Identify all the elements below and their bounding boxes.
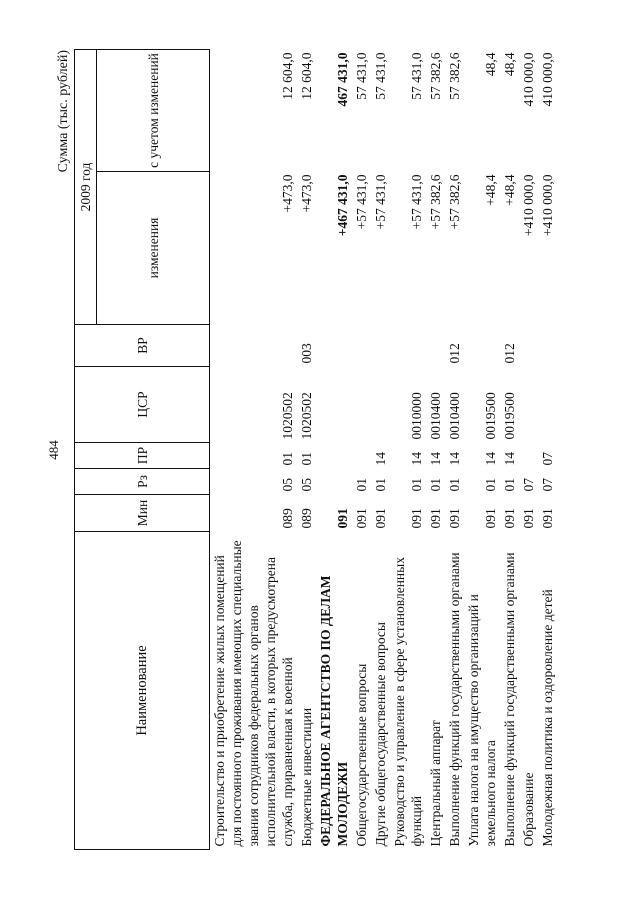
row-min: 091 bbox=[502, 508, 517, 529]
table-row bbox=[538, 50, 557, 850]
table-row bbox=[426, 50, 445, 850]
row-change: +48,4 bbox=[483, 174, 498, 206]
row-pr: 14 bbox=[428, 452, 443, 466]
row-csr: 0019500 bbox=[502, 392, 517, 440]
row-name: Бюджетные инвестиции bbox=[299, 707, 314, 847]
row-change: +473,0 bbox=[299, 174, 314, 213]
row-vr: 012 bbox=[502, 343, 517, 364]
row-total: 410 000,0 bbox=[540, 52, 555, 107]
row-total: 57 431,0 bbox=[373, 52, 388, 100]
row-vr bbox=[519, 325, 538, 367]
row-name: Молодежная политика и оздоровление детей bbox=[540, 589, 555, 847]
row-change: +48,4 bbox=[502, 174, 517, 206]
row-pr: 14 bbox=[502, 452, 517, 466]
row-pr: 14 bbox=[373, 452, 388, 466]
header-csr: ЦСР bbox=[75, 367, 210, 443]
row-name: Другие общегосударственные вопросы bbox=[373, 622, 388, 847]
row-total: 57 382,6 bbox=[428, 52, 443, 100]
row-name: Общегосударственные вопросы bbox=[354, 663, 369, 847]
row-pr bbox=[352, 443, 371, 469]
row-min: 089 bbox=[299, 508, 314, 529]
row-change: +410 000,0 bbox=[521, 174, 536, 237]
header-changes: изменения bbox=[97, 172, 210, 325]
row-pr bbox=[316, 443, 352, 469]
table-row bbox=[316, 50, 352, 850]
row-pr bbox=[519, 443, 538, 469]
table-header-row bbox=[75, 50, 97, 850]
row-vr bbox=[316, 325, 352, 367]
header-year: 2009 год bbox=[75, 50, 97, 325]
table-row bbox=[445, 50, 464, 850]
row-total: 57 431,0 bbox=[354, 52, 369, 100]
row-min: 091 bbox=[447, 508, 462, 529]
unit-caption: Сумма (тыс. рублей) bbox=[56, 50, 71, 173]
row-csr: 0010400 bbox=[428, 392, 443, 440]
row-vr bbox=[538, 325, 557, 367]
row-vr bbox=[390, 325, 426, 367]
row-csr: 0019500 bbox=[483, 392, 498, 440]
row-rz bbox=[316, 469, 352, 495]
row-change: +467 431,0 bbox=[335, 174, 350, 237]
row-csr: 1020502 bbox=[299, 392, 314, 440]
row-change: +473,0 bbox=[280, 174, 295, 213]
row-change: +57 431,0 bbox=[354, 174, 369, 230]
row-total: 48,4 bbox=[502, 52, 517, 77]
row-rz: 01 bbox=[447, 478, 462, 492]
header-pr: ПР bbox=[75, 443, 210, 469]
row-vr bbox=[371, 325, 390, 367]
row-rz: 01 bbox=[483, 478, 498, 492]
row-total: 410 000,0 bbox=[521, 52, 536, 107]
row-rz: 07 bbox=[521, 478, 536, 492]
row-name: Руководство и управление в сфере установленных функций bbox=[392, 557, 424, 847]
row-name: Центральный аппарат bbox=[428, 720, 443, 847]
row-name: Уплата налога на имущество организаций и земельного налога bbox=[466, 594, 498, 847]
row-rz: 05 bbox=[280, 478, 295, 492]
row-pr: 01 bbox=[280, 452, 295, 466]
row-vr: 012 bbox=[447, 343, 462, 364]
row-vr bbox=[352, 325, 371, 367]
row-name: Выполнение функций государственными органами bbox=[447, 552, 462, 847]
row-min: 091 bbox=[483, 508, 498, 529]
row-pr: 14 bbox=[483, 452, 498, 466]
row-rz: 01 bbox=[354, 478, 369, 492]
table-row bbox=[210, 50, 298, 850]
row-total: 12 604,0 bbox=[280, 52, 295, 100]
row-rz: 07 bbox=[540, 478, 555, 492]
row-vr bbox=[464, 325, 500, 367]
row-change: +57 382,6 bbox=[447, 174, 462, 230]
table-row bbox=[352, 50, 371, 850]
row-csr: 0010400 bbox=[447, 392, 462, 440]
row-name: Строительство и приобретение жилых помещений для постоянного проживания имеющих специальные звания сотрудников федеральных органов исполнительной власти, в которых предусмотрена служба, приравненная к военной bbox=[212, 540, 295, 847]
row-vr: 003 bbox=[299, 343, 314, 364]
row-csr bbox=[352, 367, 371, 443]
row-rz: 01 bbox=[373, 478, 388, 492]
row-min: 091 bbox=[335, 508, 350, 529]
table-row bbox=[519, 50, 538, 850]
row-min: 091 bbox=[540, 508, 555, 529]
header-name: Наименование bbox=[75, 532, 210, 850]
header-with-changes: с учетом изменений bbox=[97, 50, 210, 172]
row-name: Выполнение функций государственными органами bbox=[502, 552, 517, 847]
row-pr: 14 bbox=[447, 452, 462, 466]
row-rz: 01 bbox=[502, 478, 517, 492]
table-row bbox=[371, 50, 390, 850]
header-vr: ВР bbox=[75, 325, 210, 367]
page-number: 484 bbox=[46, 440, 61, 460]
table-row bbox=[500, 50, 519, 850]
row-min: 089 bbox=[280, 508, 295, 529]
row-change: +57 431,0 bbox=[373, 174, 388, 230]
row-total: 12 604,0 bbox=[299, 52, 314, 100]
row-rz: 01 bbox=[428, 478, 443, 492]
row-change: +57 431,0 bbox=[409, 174, 424, 230]
row-min: 091 bbox=[428, 508, 443, 529]
row-pr: 14 bbox=[409, 452, 424, 466]
row-csr bbox=[519, 367, 538, 443]
row-name: ФЕДЕРАЛЬНОЕ АГЕНТСТВО ПО ДЕЛАМ МОЛОДЕЖИ bbox=[318, 575, 350, 847]
row-csr bbox=[371, 367, 390, 443]
row-total: 48,4 bbox=[483, 52, 498, 77]
row-min: 091 bbox=[354, 508, 369, 529]
row-change: +410 000,0 bbox=[540, 174, 555, 237]
row-csr: 1020502 bbox=[280, 392, 295, 440]
header-min: Мин bbox=[75, 495, 210, 532]
table-row bbox=[297, 50, 316, 850]
row-pr: 07 bbox=[540, 452, 555, 466]
table-row bbox=[390, 50, 426, 850]
row-total: 57 382,6 bbox=[447, 52, 462, 100]
row-change: +57 382,6 bbox=[428, 174, 443, 230]
row-rz: 05 bbox=[299, 478, 314, 492]
budget-table bbox=[74, 49, 557, 850]
row-total: 467 431,0 bbox=[335, 52, 350, 107]
row-min: 091 bbox=[521, 508, 536, 529]
row-pr: 01 bbox=[299, 452, 314, 466]
row-total: 57 431,0 bbox=[409, 52, 424, 100]
row-csr bbox=[316, 367, 352, 443]
rotated-page-content bbox=[56, 50, 584, 850]
row-csr bbox=[538, 367, 557, 443]
row-vr bbox=[210, 325, 298, 367]
row-csr: 0010000 bbox=[409, 392, 424, 440]
row-rz: 01 bbox=[409, 478, 424, 492]
header-rz: Рз bbox=[75, 469, 210, 495]
row-min: 091 bbox=[373, 508, 388, 529]
row-vr bbox=[426, 325, 445, 367]
table-row bbox=[464, 50, 500, 850]
row-min: 091 bbox=[409, 508, 424, 529]
row-name: Образование bbox=[521, 772, 536, 847]
